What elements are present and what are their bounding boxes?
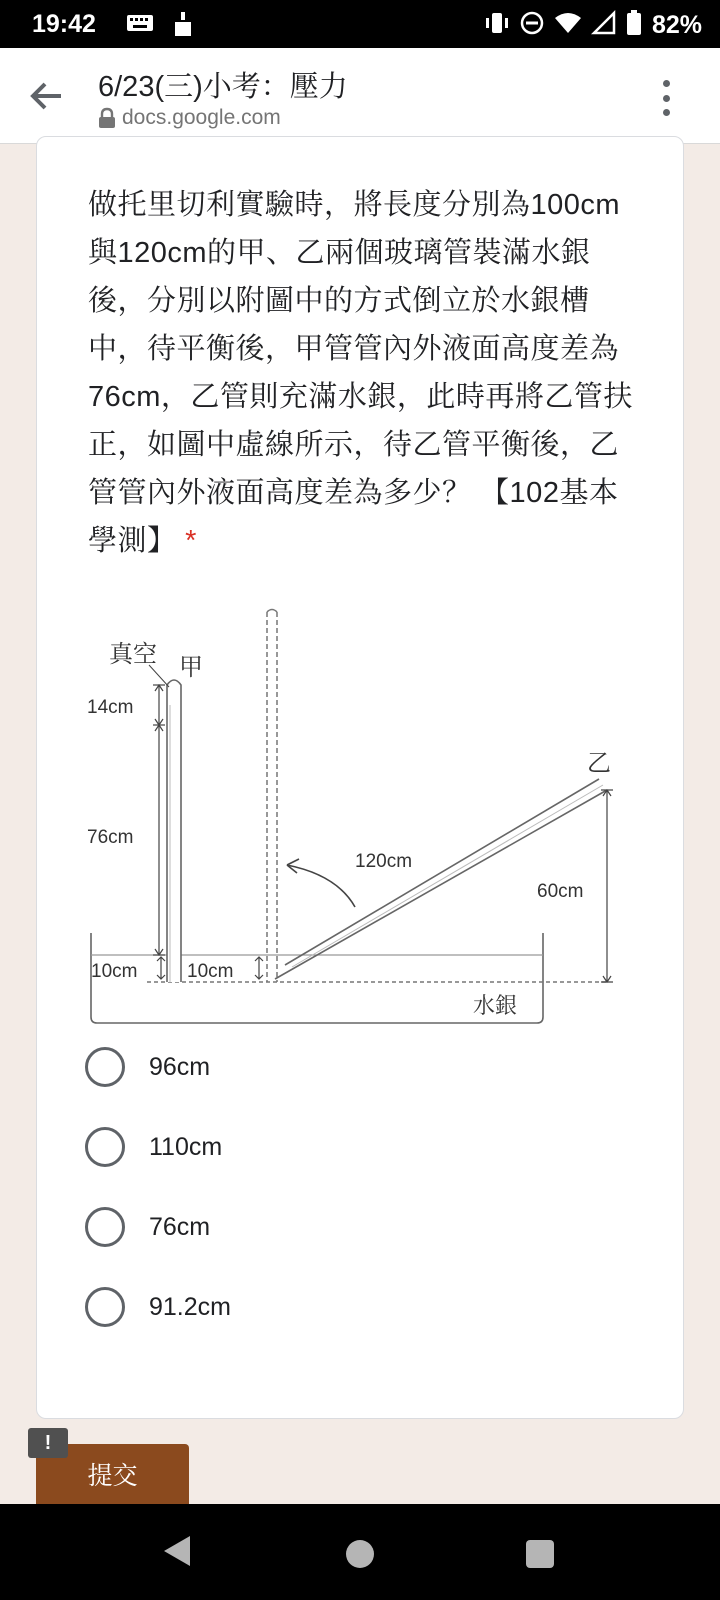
- url-text: docs.google.com: [122, 106, 281, 129]
- vibrate-icon: [484, 11, 510, 40]
- question-body: 做托里切利實驗時，將長度分別為100cm與120cm的甲、乙兩個玻璃管裝滿水銀後，分別以附圖中的方式倒立於水銀槽中，待平衡後，甲管管內外液面高度差為76cm，乙管則充滿水銀，此時再將乙管扶正，如圖中虛線所示，待乙管平衡後，乙管管內外液面高度差為多少？ 【102基本學測】: [88, 189, 633, 557]
- option-label: 76cm: [149, 1212, 211, 1241]
- dot-icon: [663, 80, 670, 87]
- battery-percentage: 82%: [651, 11, 702, 39]
- status-bar: [0, 0, 720, 48]
- wifi-icon: [554, 11, 582, 40]
- page-title: 6/23(三)小考：壓力: [98, 71, 348, 103]
- vacuum-pointer: [149, 665, 169, 687]
- feedback-badge[interactable]: !: [28, 1428, 68, 1458]
- question-figure: [87, 607, 611, 1047]
- system-nav-bar: [0, 1504, 720, 1600]
- url-row: [98, 106, 281, 130]
- dnd-icon: [520, 11, 544, 40]
- dim-60: [601, 790, 613, 982]
- back-button[interactable]: [24, 74, 68, 118]
- option-91-2cm[interactable]: [85, 1267, 231, 1347]
- question-card: [36, 136, 684, 1419]
- option-label: 110cm: [149, 1132, 223, 1161]
- nav-recents-button[interactable]: [526, 1540, 554, 1568]
- label-76cm: 76cm: [87, 827, 134, 848]
- option-label: 91.2cm: [149, 1292, 231, 1321]
- question-text: [88, 181, 644, 565]
- label-14cm: 14cm: [87, 697, 134, 718]
- radio-button[interactable]: [85, 1047, 125, 1087]
- tube-b-upper: [285, 779, 599, 965]
- tube-a: [167, 680, 181, 982]
- label-vacuum: 真空: [109, 641, 157, 668]
- option-96cm[interactable]: [85, 1027, 231, 1107]
- label-10cm-a: 10cm: [91, 961, 138, 982]
- answer-options: [85, 1027, 231, 1347]
- overflow-menu-button[interactable]: [654, 76, 678, 120]
- app-bar: [0, 48, 720, 144]
- upright-tube-top: [267, 610, 277, 613]
- label-60cm: 60cm: [537, 881, 584, 902]
- radio-button[interactable]: [85, 1127, 125, 1167]
- status-time: 19:42: [32, 10, 96, 38]
- nav-home-button[interactable]: [346, 1540, 374, 1568]
- cleaning-icon: [172, 12, 194, 43]
- label-10cm-b: 10cm: [187, 961, 234, 982]
- dim-10-a: [157, 957, 165, 979]
- battery-icon: [626, 10, 642, 41]
- label-mercury: 水銀: [473, 993, 518, 1018]
- option-76cm[interactable]: [85, 1187, 231, 1267]
- submit-button[interactable]: 提交: [36, 1444, 189, 1504]
- tube-b-inner: [292, 785, 603, 967]
- signal-icon: [592, 11, 616, 40]
- rotation-arrow: [287, 865, 355, 907]
- lock-icon: [98, 108, 116, 128]
- option-110cm[interactable]: [85, 1107, 231, 1187]
- label-tube-b: 乙: [587, 750, 611, 777]
- dot-icon: [663, 109, 670, 116]
- triangle-back-icon: [162, 1534, 192, 1568]
- keyboard-icon: [126, 12, 154, 43]
- option-label: 96cm: [149, 1052, 211, 1081]
- label-tube-a: 甲: [179, 654, 203, 681]
- dot-icon: [663, 95, 670, 102]
- radio-button[interactable]: [85, 1207, 125, 1247]
- radio-button[interactable]: [85, 1287, 125, 1327]
- required-mark: *: [185, 525, 197, 557]
- dim-10-b: [255, 957, 263, 979]
- nav-back-button[interactable]: [162, 1534, 192, 1573]
- label-120cm: 120cm: [355, 851, 413, 872]
- arrow-back-icon: [29, 81, 63, 111]
